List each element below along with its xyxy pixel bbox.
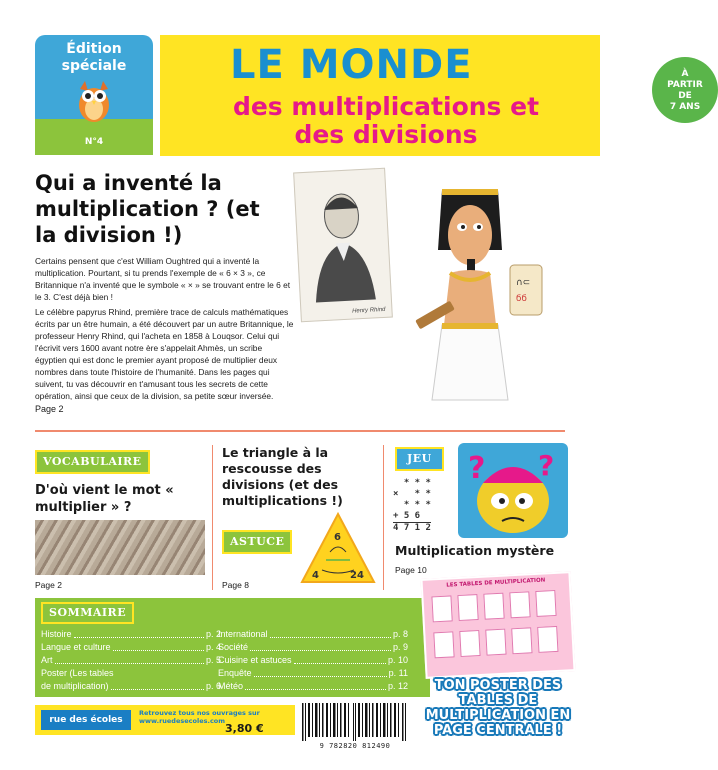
poster-table-card: [485, 629, 506, 656]
poster-table-card: [431, 595, 452, 622]
svg-text:∩⊂: ∩⊂: [516, 278, 531, 288]
puzzle-row: + 5 6: [393, 511, 431, 521]
vocabulaire-heading: D'où vient le mot « multiplier » ?: [35, 483, 174, 515]
isbn-number: 9 782820 812490: [319, 742, 391, 750]
section-divider: [35, 430, 565, 432]
toc-page: p. 4: [205, 642, 221, 652]
toc-column-left: [41, 628, 221, 693]
toc-item: [218, 680, 408, 693]
sommaire-box: [35, 598, 430, 697]
triangle-number: 24: [350, 570, 364, 581]
toc-title: Poster (Les tables: [41, 668, 114, 678]
publisher-logo: rue des écoles: [41, 710, 131, 730]
footer-promo: Retrouvez tous nos ouvrages sur www.ruedesecoles.com: [139, 709, 260, 725]
toc-page: p. 12: [387, 681, 408, 691]
puzzle-row: 4 7 1 2: [393, 523, 431, 533]
poster-callout: TON POSTER DES TABLES DE MULTIPLICATION EN PAGE CENTRALE !: [425, 678, 571, 738]
triangle-page-ref: Page 8: [222, 580, 249, 590]
toc-page: p. 9: [392, 642, 408, 652]
triangle-number: 4: [312, 570, 319, 581]
article-heading: Qui a inventé la multiplication ? (et la division !): [35, 171, 260, 247]
price: 3,80 €: [225, 722, 264, 735]
multiplication-triangle-icon: [300, 512, 376, 584]
footer-band: [35, 705, 295, 735]
vocabulaire-label: VOCABULAIRE: [35, 450, 150, 474]
vocabulaire-page-ref: Page 2: [35, 580, 62, 590]
edition-title: Édition spéciale: [61, 41, 127, 74]
toc-title: Langue et culture: [41, 642, 111, 652]
title-banner: [160, 35, 703, 156]
toc-title: Art: [41, 655, 53, 665]
article-page-ref: Page 2: [35, 404, 64, 414]
poster-table-card: [459, 630, 480, 657]
toc-item: [41, 654, 221, 667]
toc-title: International: [218, 629, 268, 639]
jeu-page-ref: Page 10: [395, 565, 427, 575]
poster-preview: [420, 571, 575, 679]
jeu-heading: Multiplication mystère: [395, 543, 555, 558]
poster-table-card: [535, 590, 556, 617]
toc-page: p. 2: [205, 629, 221, 639]
toc-title: Société: [218, 642, 249, 652]
magazine-subtitle: des multiplications et des divisions: [232, 92, 540, 149]
toc-item: [41, 667, 221, 680]
toc-page: p. 10: [387, 655, 408, 665]
puzzle-row: * * *: [393, 478, 431, 488]
poster-table-card: [483, 593, 504, 620]
puzzled-character-icon: [458, 443, 568, 538]
svg-text:?: ?: [538, 449, 555, 482]
column-divider: [212, 445, 213, 590]
poster-table-card: [511, 627, 532, 654]
toc-item: [41, 628, 221, 641]
owl-mascot-icon: [76, 79, 112, 123]
barcode-icon: [300, 703, 410, 741]
puzzle-row: * * *: [393, 500, 431, 510]
yarn-photo: [35, 520, 205, 575]
toc-page: p. 6: [205, 681, 221, 691]
edition-number: N°4: [84, 137, 104, 147]
toc-page: p. 8: [392, 629, 408, 639]
toc-item: [41, 641, 221, 654]
svg-text:ϭϭ: ϭϭ: [516, 294, 528, 304]
toc-item: [218, 641, 408, 654]
multiplication-puzzle: [393, 478, 431, 534]
toc-title: Enquête: [218, 668, 252, 678]
svg-text:?: ?: [468, 451, 486, 486]
sommaire-label: SOMMAIRE: [41, 602, 134, 624]
toc-item: [218, 628, 408, 641]
toc-page: p. 5: [205, 655, 221, 665]
column-divider: [383, 445, 384, 590]
astuce-label: ASTUCE: [222, 530, 292, 554]
puzzle-row: × * *: [393, 489, 431, 499]
portrait-sketch-icon: [294, 169, 391, 304]
poster-table-card: [433, 631, 454, 658]
poster-table-card: [509, 591, 530, 618]
toc-item: [41, 680, 221, 693]
article-paragraph: Certains pensent que c'est William Oughtred qui a inventé la multiplication. Pourtant, si tu prends l'exemple de « 6 × 3 », ce Britannique n'a inventé que le symbole « × » se trouvant entre le 6 et le 3. C'est déjà bien !: [35, 256, 291, 302]
jeu-label: JEU: [395, 447, 444, 471]
egyptian-scribe-illustration: [390, 175, 550, 410]
toc-title: Histoire: [41, 629, 72, 639]
toc-page: p. 11: [388, 668, 408, 678]
triangle-number: 6: [334, 532, 341, 543]
henry-rhind-portrait: [293, 168, 393, 323]
portrait-caption: Henry Rhind: [351, 306, 386, 315]
age-badge: À PARTIR DE 7 ANS: [652, 57, 718, 123]
edition-badge: [35, 35, 153, 155]
toc-title: de multiplication): [41, 681, 109, 691]
toc-item: [218, 654, 408, 667]
poster-title: LES TABLES DE MULTIPLICATION: [446, 577, 546, 589]
triangle-heading: Le triangle à la rescousse des divisions (et des multiplications !): [222, 445, 343, 508]
poster-table-card: [457, 594, 478, 621]
magazine-title: LE MONDE: [230, 42, 473, 88]
toc-title: Météo: [218, 681, 244, 691]
toc-column-right: [218, 628, 408, 693]
toc-item: [218, 667, 408, 680]
article-paragraph: Le célèbre papyrus Rhind, première trace de calculs mathématiques écrits par un être humain, a été découvert par un autre Britannique, le professeur Henry Rhind, qui l'acheta en 1858 à Louqsor. Celui qui l'écrivit vers 1600 avant notre ère s'appelait Ahmès, un scribe égyptien qui est donc le premier ayant proposé de multiplier deux nombres dans toute l'histoire de l'humanité. Dans les pages qui suivent, tu vas découvrir en t'amusant tous les secrets de cette opération, ainsi que ceux de la division, sa petite sœur inversée.: [35, 307, 294, 401]
toc-title: Cuisine et astuces: [218, 655, 292, 665]
poster-table-card: [537, 626, 558, 653]
